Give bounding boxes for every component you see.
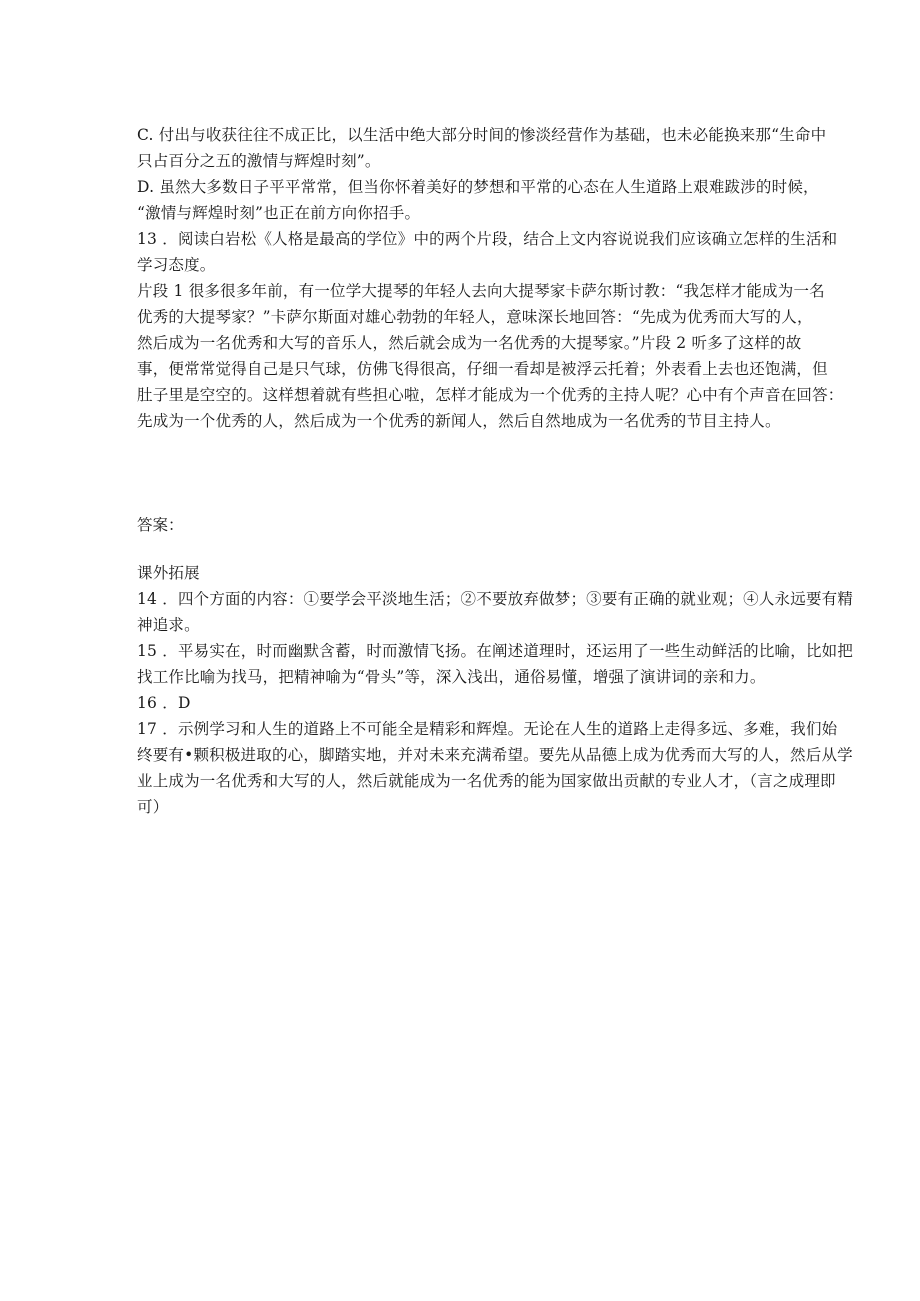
passage-line-5: 肚子里是空空的。这样想着就有些担心啦，怎样才能成为一个优秀的主持人呢？心中有个声音在回答： [137,386,844,404]
question-13-line-2: 学习态度。 [137,256,216,274]
option-d-line-1: D. 虽然大多数日子平平常常，但当你怀着美好的梦想和平常的心态在人生道路上艰难跋涉的时候， [137,178,819,196]
answer-14 [137,586,854,638]
answer-15 [137,638,854,690]
passage-line-1: 片段 1 很多很多年前，有一位学大提琴的年轻人去向大提琴家卡萨尔斯讨教：“我怎样才能成为一名 [137,282,825,300]
answer-17-line-3: 业上成为一名优秀和大写的人，然后就能成为一名优秀的能为国家做出贡献的专业人才，（言之成理即 [137,772,836,790]
spacer [137,434,789,512]
answer-16-line-1: 16 ．D [137,694,191,712]
passage-line-2: 优秀的大提琴家？”卡萨尔斯面对雄心勃勃的年轻人，意味深长地回答：“先成为优秀而大写的人， [137,308,813,326]
option-c-line-2: 只占百分之五的激情与辉煌时刻”。 [137,152,381,170]
passage-line-6: 先成为一个优秀的人，然后成为一个优秀的新闻人，然后自然地成为一名优秀的节目主持人。 [137,412,781,430]
answer-17-line-2: 终要有•颗积极进取的心，脚踏实地，并对未来充满希望。要先从品德上成为优秀而大写的人，然后从学 [137,746,853,764]
answer-14-line-2: 神追求。 [137,616,200,634]
option-c [137,122,827,174]
answer-15-line-2: 找工作比喻为找马，把精神喻为“骨头”等，深入浅出，通俗易懂，增强了演讲词的亲和力。 [137,668,766,686]
answer-17 [137,716,853,820]
answer-15-line-1: 15 ．平易实在，时而幽默含蓄，时而激情飞扬。在阐述道理时，还运用了一些生动鲜活的比喻，比如把 [137,642,854,660]
answer-17-line-1: 17 ．示例学习和人生的道路上不可能全是精彩和辉煌。无论在人生的道路上走得多远、多难，我们始 [137,720,838,738]
document-page [137,122,854,820]
answer-17-line-4: 可） [137,798,169,816]
option-c-line-1: C. 付出与收获往往不成正比，以生活中绝大部分时间的惨淡经营作为基础，也未必能换来那“生命中 [137,126,827,144]
option-d [137,174,819,226]
answers-heading: 答案： [137,516,184,534]
section-title: 课外拓展 [137,564,200,582]
answer-14-line-1: 14 ．四个方面的内容：①要学会平淡地生活；②不要放弃做梦；③要有正确的就业观；④人永远要有精 [137,590,854,608]
passage-line-3: 然后成为一名优秀和大写的音乐人，然后就会成为一名优秀的大提琴家。”片段 2 听多了这样的故 [137,334,802,352]
option-d-line-2: “激情与辉煌时刻”也正在前方向你招手。 [137,204,421,222]
question-13-line-1: 13 ．阅读白岩松《人格是最高的学位》中的两个片段，结合上文内容说说我们应该确立怎样的生活和 [137,230,838,248]
question-13 [137,226,838,278]
answer-16 [137,690,789,716]
spacer [137,538,789,560]
passage-line-4: 事，便常常觉得自己是只气球，仿佛飞得很高，仔细一看却是被浮云托着；外表看上去也还饱满，但 [137,360,828,378]
reading-passage [137,278,844,434]
